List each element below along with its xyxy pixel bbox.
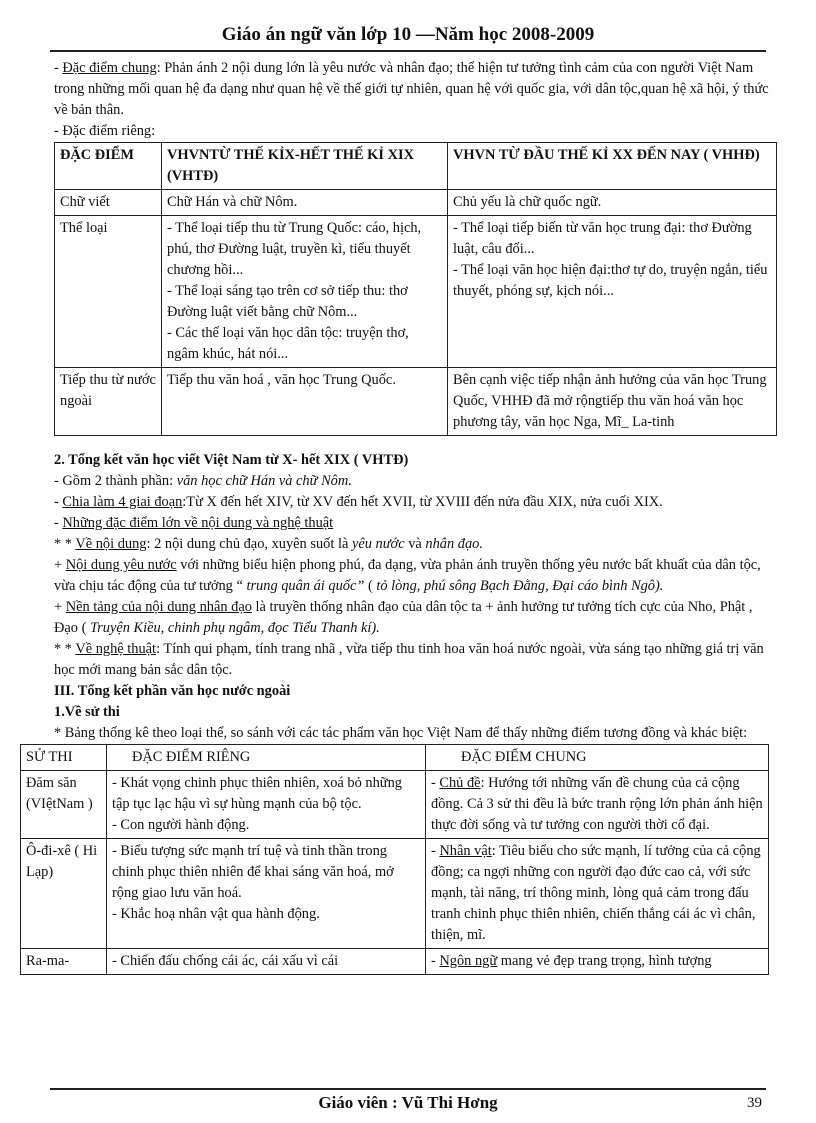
page-title: Giáo án ngữ văn lớp 10 —Năm học 2008-2009 <box>221 24 595 45</box>
teacher-name: Giáo viên : Vũ Thi Hơng <box>318 1093 498 1112</box>
table-cell: Tiếp thu văn hoá , văn học Trung Quốc. <box>162 368 448 436</box>
table-header-row <box>55 143 777 190</box>
table-row <box>21 949 769 975</box>
common-features-text: : Phản ánh 2 nội dung lớn là yêu nước và nhân đạo; thể hiện tư tưởng tình cảm của con người Việt Nam trong những mối quan hệ đa dạng như quan hệ về thế giới tự nhiên, quan hệ với quốc gia, với dân tộc,quan hệ xã hội, ý thức về bản thân. <box>54 60 769 118</box>
table-cell: - Thể loại tiếp biến từ văn học trung đại: thơ Đường luật, câu đối... - Thể loại văn học hiện đại:thơ tự do, truyện ngắn, tiểu thuyết, phóng sự, kịch nói... <box>448 216 777 368</box>
table-cell: - Ngôn ngữ mang vẻ đẹp trang trọng, hình tượng <box>426 949 769 975</box>
table-header-cell: ĐẶC ĐIỂM CHUNG <box>426 745 769 771</box>
table-header-cell: SỬ THI <box>21 745 107 771</box>
table-cell: Bên cạnh việc tiếp nhận ảnh hưởng của văn học Trung Quốc, VHHĐ đã mở rộngtiếp thu văn hoá văn học phương tây, văn học Nga, Mĩ_ La-tinh <box>448 368 777 436</box>
table-cell: Chủ yếu là chữ quốc ngữ. <box>448 190 777 216</box>
row-label: Ô-đi-xê ( Hi Lạp) <box>21 839 107 949</box>
page-number: 39 <box>747 1095 762 1111</box>
row-label: Đăm săn (VIệtNam ) <box>21 771 107 839</box>
table-row <box>55 216 777 368</box>
table-row <box>21 839 769 949</box>
epic-comparison-table <box>20 744 769 975</box>
table-row <box>55 190 777 216</box>
table-cell: - Biểu tượng sức mạnh trí tuệ và tinh thần trong chinh phục thiên nhiên để khai sáng văn hoá, mở rộng giao lưu văn hoá. - Khắc hoạ nhân vật qua hành động. <box>107 839 426 949</box>
row-label: Tiếp thu từ nước ngoài <box>55 368 162 436</box>
table-header-row <box>21 745 769 771</box>
section-heading: III. Tổng kết phần văn học nước ngoài <box>54 683 291 699</box>
specific-features-label: - Đặc điểm riêng: <box>54 123 156 139</box>
table-header-cell: VHVNTỪ THẾ KỈX-HẾT THẾ KỈ XIX (VHTĐ) <box>162 143 448 190</box>
literature-comparison-table <box>54 142 777 436</box>
table-cell: Chữ Hán và chữ Nôm. <box>162 190 448 216</box>
section-heading: 2. Tổng kết văn học viết Việt Nam từ X- hết XIX ( VHTĐ) <box>54 452 409 468</box>
row-label: Thể loại <box>55 216 162 368</box>
common-features-paragraph: - Đặc điểm chung: Phản ánh 2 nội dung lớn là yêu nước và nhân đạo; thể hiện tư tưởng tình cảm của con người Việt Nam trong những mối quan hệ đa dạng như quan hệ về thế giới tự nhiên, quan hệ với quốc gia, với dân tộc,quan hệ xã hội, ý thức về bản thân. <box>54 60 769 118</box>
paragraph: - Gồm 2 thành phần: văn học chữ Hán và chữ Nôm. <box>54 473 352 489</box>
paragraph: * * Về nghệ thuật: Tính qui phạm, tính trang nhã , vừa tiếp thu tinh hoa văn hoá nước ngoài, vừa sáng tạo những giá trị văn học mới mang bản sắc dân tộc. <box>54 641 764 678</box>
table-cell: - Chủ đề: Hướng tới những vấn đề chung của cả cộng đồng. Cả 3 sử thi đều là bức tranh rộng lớn phản ánh hiện thực đời sống và tư tưởng con người thời cổ đại. <box>426 771 769 839</box>
row-label: Ra-ma- <box>21 949 107 975</box>
paragraph: - Chia làm 4 giai đoạn:Từ X đến hết XIV, từ XV đến hết XVII, từ XVIII đến nửa đầu XIX, nửa cuối XIX. <box>54 494 663 510</box>
table-cell: - Khát vọng chinh phục thiên nhiên, xoá bỏ những tập tục lạc hậu vì sự hùng mạnh của bộ tộc. - Con người hành động. <box>107 771 426 839</box>
table-header-cell: ĐẶC ĐIỂM <box>55 143 162 190</box>
page-footer <box>50 1088 766 1116</box>
page-content <box>26 58 772 975</box>
table-header-cell: VHVN TỪ ĐẦU THẾ KỈ XX ĐẾN NAY ( VHHĐ) <box>448 143 777 190</box>
paragraph: + Nền tảng của nội dung nhân đạo là truyền thống nhân đạo của dân tộc ta + ảnh hưởng tư tưởng tích cực của Nho, Phật , Đạo ( Truyện Kiều, chinh phụ ngâm, đọc Tiểu Thanh kí). <box>54 599 753 636</box>
table-cell: - Nhân vật: Tiêu biểu cho sức mạnh, lí tưởng của cả cộng đồng; ca ngợi những con người đạo đức cao cả, với sức mạnh, tài năng, trí thông minh, lòng quả cảm trong đấu tranh chinh phục thiên nhiên, chiến thắng cái ác vì chân, thiện, mĩ. <box>426 839 769 949</box>
paragraph: * * Về nội dung: 2 nội dung chủ đạo, xuyên suốt là yêu nước và nhân đạo. <box>54 536 483 552</box>
paragraph: * Bảng thống kê theo loại thể, so sánh với các tác phẩm văn học Việt Nam để thấy những điểm tương đồng và khác biệt: <box>54 725 748 741</box>
table-cell: - Chiến đấu chống cái ác, cái xấu vì cái <box>107 949 426 975</box>
row-label: Chữ viết <box>55 190 162 216</box>
table-cell: - Thể loại tiếp thu từ Trung Quốc: cáo, hịch, phú, thơ Đường luật, truyền kì, tiểu thuyết chương hồi... - Thể loại sáng tạo trên cơ sở tiếp thu: thơ Đường luật viết bằng chữ Nôm... - Các thể loại văn học dân tộc: truyện thơ, ngâm khúc, hát nói... <box>162 216 448 368</box>
page-header <box>50 20 766 52</box>
common-features-label: Đặc điểm chung <box>62 60 157 76</box>
table-header-cell: ĐẶC ĐIỂM RIÊNG <box>107 745 426 771</box>
paragraph: + Nội dung yêu nước với những biểu hiện phong phú, đa dạng, vừa phản ánh truyền thống yêu nước bất khuất của dân tộc, vừa chịu tác động của tư tưởng “ trung quân ái quốc” ( tỏ lòng, phú sông Bạch Đằng, Đại cáo bình Ngô). <box>54 557 761 594</box>
subsection-heading: 1.Về sử thi <box>54 704 120 720</box>
paragraph: - Những đặc điểm lớn về nội dung và nghệ thuật <box>54 515 334 531</box>
table-row <box>21 771 769 839</box>
table-row <box>55 368 777 436</box>
